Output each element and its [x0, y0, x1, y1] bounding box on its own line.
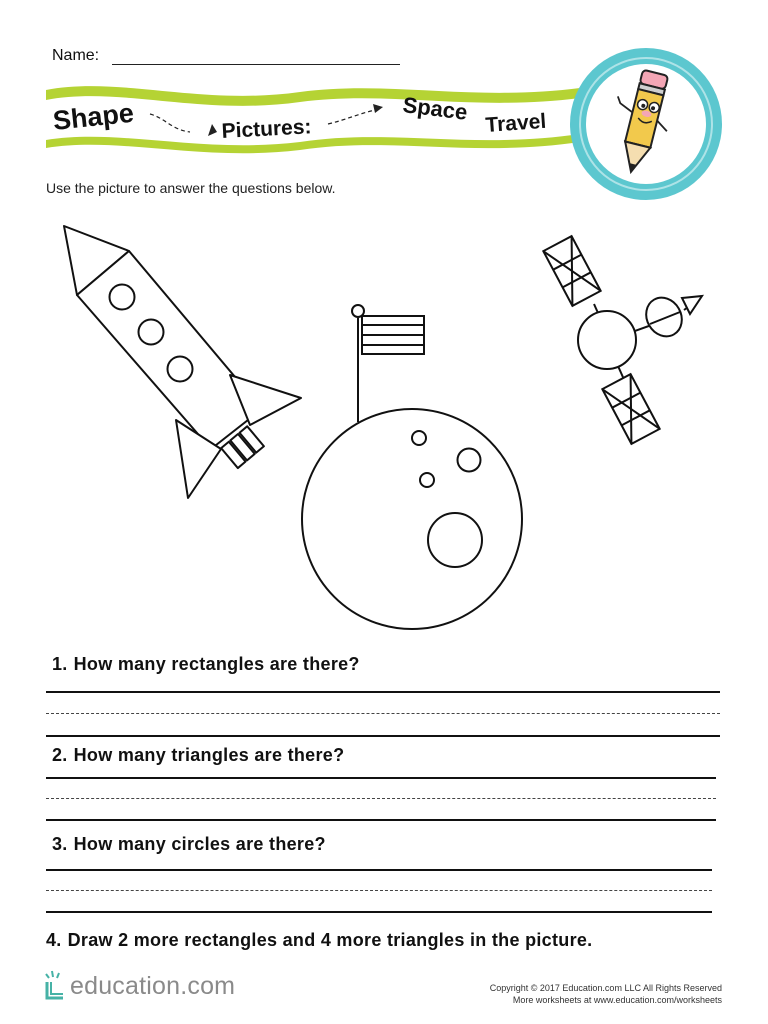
title-banner — [0, 80, 600, 170]
title-word-shape: Shape — [51, 97, 136, 136]
answer-line-top[interactable] — [46, 869, 712, 871]
question-text: How many rectangles are there? — [73, 654, 360, 674]
question-number: 3. — [52, 834, 68, 854]
answer-line-top[interactable] — [46, 691, 720, 693]
question-text: How many triangles are there? — [73, 745, 345, 765]
copyright-line: Copyright © 2017 Education.com LLC All Rights Reserved — [489, 983, 722, 993]
question-text: How many circles are there? — [73, 834, 326, 854]
name-input-line[interactable] — [112, 64, 400, 65]
answer-line-bottom — [46, 911, 712, 913]
question-1 — [52, 654, 360, 675]
question-4 — [46, 930, 592, 951]
logo-suffix-text: .com — [180, 972, 236, 1000]
pencil-mascot-badge — [568, 46, 724, 202]
answer-line-dashed — [46, 713, 720, 714]
question-number: 4. — [46, 930, 62, 950]
more-worksheets-line: More worksheets at www.education.com/worksheets — [512, 995, 722, 1005]
answer-line-top[interactable] — [46, 777, 716, 779]
answer-line-dashed — [46, 890, 712, 891]
question-number: 1. — [52, 654, 68, 674]
name-label: Name: — [52, 47, 100, 64]
book-icon — [42, 968, 68, 1002]
logo-text — [70, 972, 235, 1001]
question-3 — [52, 834, 326, 855]
title-word-space: Space — [401, 92, 469, 125]
answer-line-dashed — [46, 798, 716, 799]
answer-line-bottom — [46, 735, 720, 737]
copyright-block — [490, 982, 722, 1006]
title-word-travel: Travel — [484, 109, 547, 137]
instructions: Use the picture to answer the questions below. — [46, 180, 336, 196]
space-scene-illustration — [0, 205, 768, 635]
title-word-pictures: Pictures: — [221, 115, 313, 143]
rocket-icon — [64, 226, 301, 498]
question-2 — [52, 745, 344, 766]
answer-line-bottom — [46, 819, 716, 821]
flag-icon — [352, 305, 424, 422]
question-number: 2. — [52, 745, 68, 765]
logo-main-text: education — [70, 972, 181, 1000]
satellite-icon — [543, 236, 702, 444]
question-text: Draw 2 more rectangles and 4 more triangles in the picture. — [67, 930, 593, 950]
moon-icon — [302, 409, 522, 629]
